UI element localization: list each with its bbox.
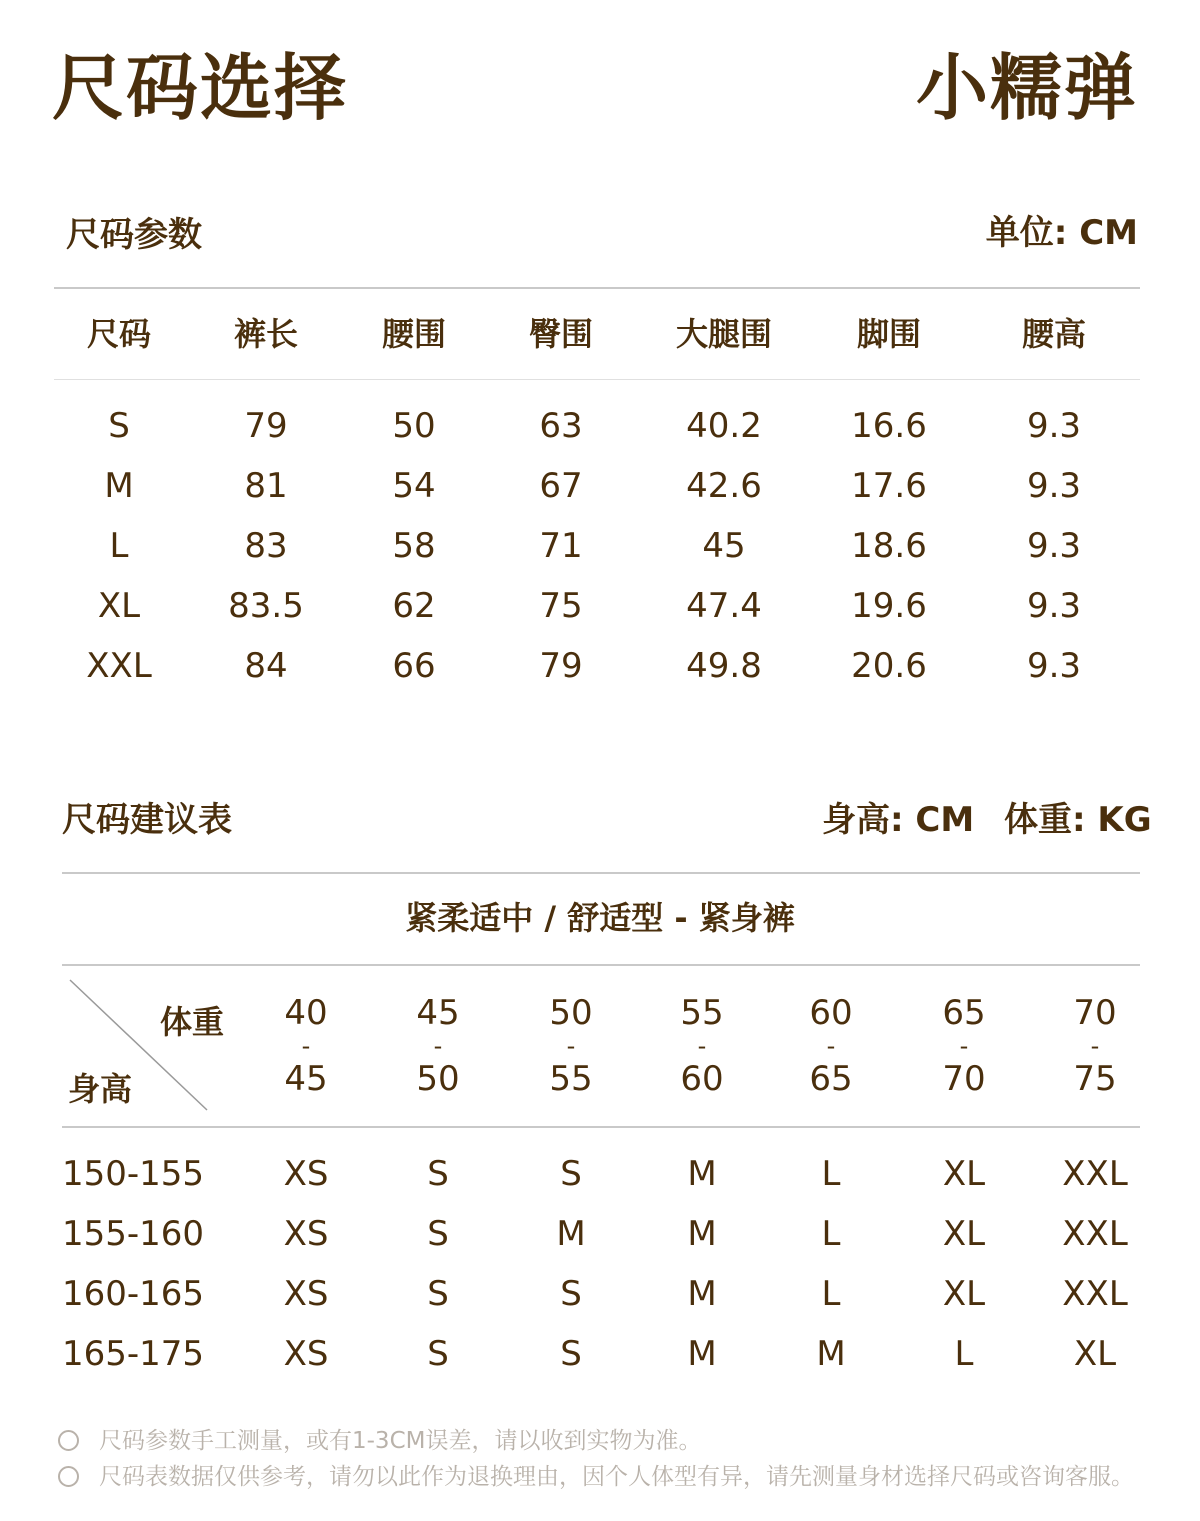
suggested-size-cell: XL — [942, 1274, 986, 1314]
weight-range-to: 65 — [809, 1059, 853, 1099]
params-cell: 50 — [392, 406, 436, 446]
weight-range-header — [809, 993, 853, 1099]
weight-range-from: 65 — [942, 993, 986, 1033]
params-column-header: 腰围 — [381, 315, 447, 353]
weight-range-header — [284, 993, 328, 1099]
weight-range-from: 40 — [284, 993, 328, 1033]
params-cell: 71 — [539, 526, 583, 566]
params-cell: 83 — [244, 526, 288, 566]
suggested-size-cell: S — [427, 1154, 449, 1194]
weight-range-to: 75 — [1073, 1059, 1117, 1099]
range-dash: - — [301, 1032, 311, 1060]
height-range-label: 160-165 — [61, 1274, 205, 1314]
params-cell: 9.3 — [1026, 526, 1082, 566]
circle-bullet-icon — [58, 1466, 79, 1487]
note-text: 尺码参数手工测量，或有1-3CM误差，请以收到实物为准。 — [99, 1428, 702, 1454]
params-cell: 45 — [702, 526, 746, 566]
weight-range-header — [549, 993, 593, 1099]
params-cell: 20.6 — [851, 646, 927, 686]
range-dash: - — [433, 1032, 443, 1060]
suggested-size-cell: XS — [283, 1214, 329, 1254]
params-column-header: 臀围 — [528, 315, 594, 353]
weight-range-from: 45 — [416, 993, 460, 1033]
params-cell: 42.6 — [686, 466, 762, 506]
params-top-divider — [54, 287, 1140, 289]
params-cell: 17.6 — [851, 466, 927, 506]
params-cell: 9.3 — [1026, 466, 1082, 506]
weight-range-from: 55 — [680, 993, 724, 1033]
suggested-size-cell: M — [816, 1334, 846, 1374]
weight-range-header — [680, 993, 724, 1099]
weight-range-to: 50 — [416, 1059, 460, 1099]
suggested-size-cell: L — [821, 1214, 841, 1254]
weight-range-to: 60 — [680, 1059, 724, 1099]
weight-range-header — [942, 993, 986, 1099]
suggested-size-cell: XL — [942, 1154, 986, 1194]
params-cell: 58 — [392, 526, 436, 566]
suggested-size-cell: S — [560, 1274, 582, 1314]
weight-range-from: 70 — [1073, 993, 1117, 1033]
params-cell: 79 — [244, 406, 288, 446]
height-range-label: 165-175 — [61, 1334, 205, 1374]
size-label: XL — [97, 586, 141, 626]
range-dash: - — [566, 1032, 576, 1060]
weight-range-from: 50 — [549, 993, 593, 1033]
params-cell: 66 — [392, 646, 436, 686]
suggested-size-cell: M — [687, 1334, 717, 1374]
params-cell: 9.3 — [1026, 646, 1082, 686]
suggested-size-cell: S — [427, 1334, 449, 1374]
range-dash: - — [826, 1032, 836, 1060]
suggest-section-title: 尺码建议表 — [62, 800, 232, 840]
params-cell: 49.8 — [686, 646, 762, 686]
params-cell: 9.3 — [1026, 406, 1082, 446]
suggested-size-cell: XS — [283, 1334, 329, 1374]
corner-weight-label: 体重 — [160, 1003, 225, 1041]
weight-range-header — [1073, 993, 1117, 1099]
height-range-label: 150-155 — [61, 1154, 205, 1194]
params-cell: 40.2 — [686, 406, 762, 446]
suggested-size-cell: S — [560, 1154, 582, 1194]
params-cell: 75 — [539, 586, 583, 626]
suggested-size-cell: XL — [942, 1214, 986, 1254]
params-cell: 67 — [539, 466, 583, 506]
suggest-subtitle: 紧柔适中 / 舒适型 - 紧身裤 — [405, 899, 795, 937]
params-cell: 16.6 — [851, 406, 927, 446]
weight-range-to: 45 — [284, 1059, 328, 1099]
params-column-header: 尺码 — [86, 315, 152, 353]
suggest-header-divider — [62, 1126, 1140, 1128]
note-item — [58, 1430, 701, 1453]
params-section-title: 尺码参数 — [66, 215, 202, 255]
weight-unit: 体重: KG — [1004, 800, 1152, 840]
range-dash: - — [959, 1032, 969, 1060]
suggested-size-cell: M — [687, 1154, 717, 1194]
size-label: XXL — [86, 646, 152, 686]
params-cell: 79 — [539, 646, 583, 686]
params-cell: 63 — [539, 406, 583, 446]
suggested-size-cell: XXL — [1062, 1274, 1128, 1314]
params-cell: 19.6 — [851, 586, 927, 626]
params-column-header: 大腿围 — [675, 315, 773, 353]
suggested-size-cell: S — [427, 1214, 449, 1254]
suggested-size-cell: XS — [283, 1274, 329, 1314]
params-unit: 单位: CM — [985, 213, 1138, 253]
params-cell: 54 — [392, 466, 436, 506]
circle-bullet-icon — [58, 1430, 79, 1451]
note-text: 尺码表数据仅供参考，请勿以此作为退换理由，因个人体型有异，请先测量身材选择尺码或咨询客服。 — [99, 1464, 1134, 1490]
suggested-size-cell: XS — [283, 1154, 329, 1194]
params-column-header: 裤长 — [233, 315, 299, 353]
suggested-size-cell: L — [821, 1154, 841, 1194]
size-label: L — [109, 526, 129, 566]
params-header-divider — [54, 379, 1140, 380]
size-label: M — [104, 466, 134, 506]
weight-range-header — [416, 993, 460, 1099]
suggested-size-cell: XXL — [1062, 1214, 1128, 1254]
suggested-size-cell: S — [427, 1274, 449, 1314]
weight-range-to: 55 — [549, 1059, 593, 1099]
corner-height-label: 身高 — [68, 1070, 133, 1108]
range-dash: - — [697, 1032, 707, 1060]
params-cell: 84 — [244, 646, 288, 686]
params-column-header: 腰高 — [1021, 315, 1087, 353]
suggested-size-cell: L — [954, 1334, 974, 1374]
suggested-size-cell: M — [556, 1214, 586, 1254]
suggested-size-cell: L — [821, 1274, 841, 1314]
suggested-size-cell: S — [560, 1334, 582, 1374]
weight-range-from: 60 — [809, 993, 853, 1033]
weight-range-to: 70 — [942, 1059, 986, 1099]
params-cell: 9.3 — [1026, 586, 1082, 626]
params-column-header: 脚围 — [856, 315, 922, 353]
note-item — [58, 1466, 1134, 1489]
suggested-size-cell: M — [687, 1274, 717, 1314]
params-cell: 18.6 — [851, 526, 927, 566]
page-title: 尺码选择 — [52, 46, 349, 130]
height-range-label: 155-160 — [61, 1214, 205, 1254]
suggested-size-cell: XXL — [1062, 1154, 1128, 1194]
suggested-size-cell: M — [687, 1214, 717, 1254]
params-cell: 83.5 — [228, 586, 304, 626]
params-cell: 62 — [392, 586, 436, 626]
height-unit: 身高: CM — [822, 800, 975, 840]
suggest-subtitle-divider — [62, 964, 1140, 966]
product-name: 小糯弹 — [915, 46, 1138, 130]
suggested-size-cell: XL — [1073, 1334, 1117, 1374]
suggest-top-divider — [62, 872, 1140, 874]
params-cell: 81 — [244, 466, 288, 506]
range-dash: - — [1090, 1032, 1100, 1060]
size-label: S — [108, 406, 130, 446]
params-cell: 47.4 — [686, 586, 762, 626]
